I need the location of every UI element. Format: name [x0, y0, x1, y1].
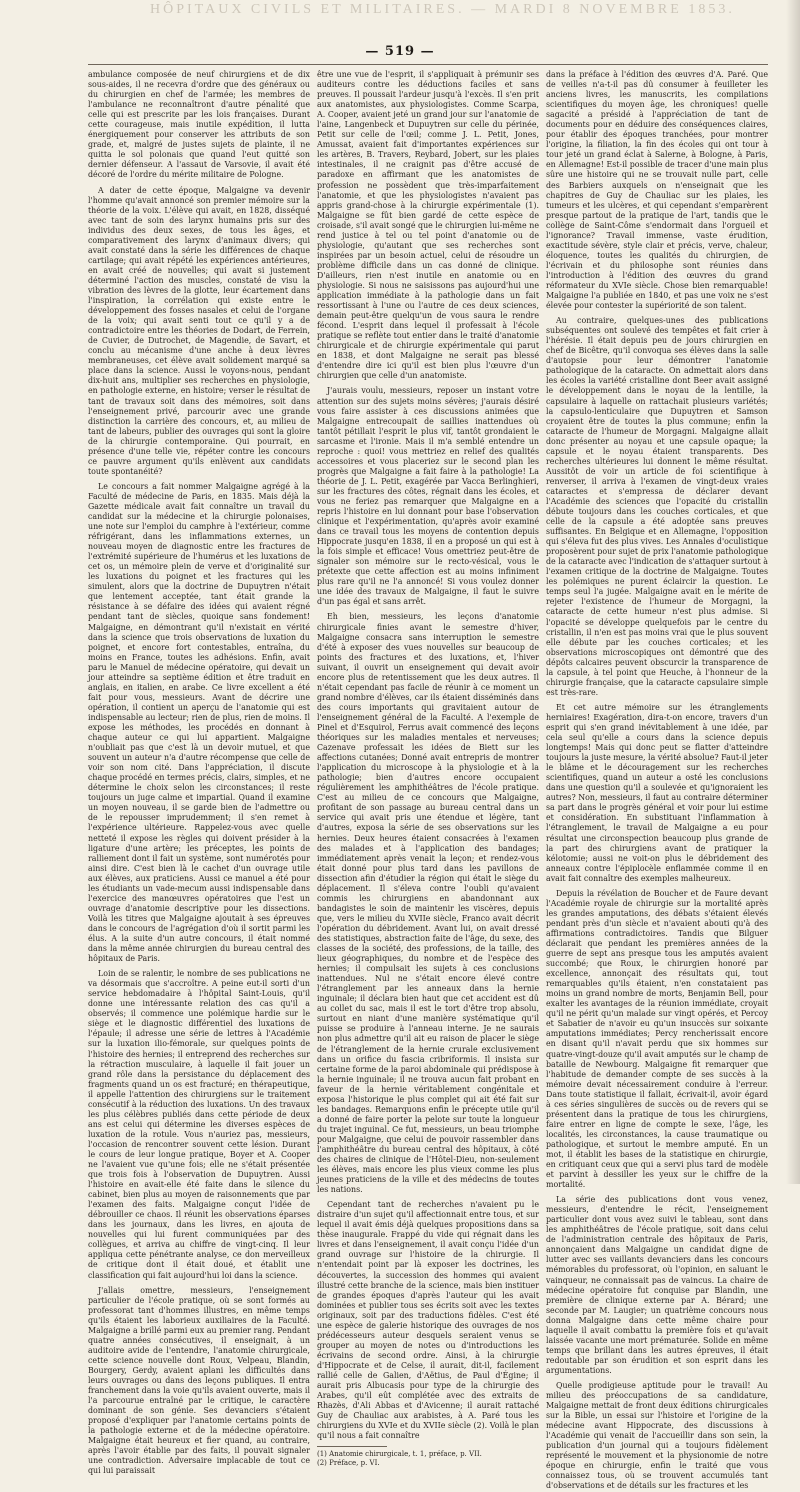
- paragraph: Loin de se ralentir, le nombre de ses publications ne va désormais que s'accroître. A peine eut-il sorti d'un service hebdomadaire à l'hôpital Saint-Louis, qu'il donne une intéressante relation des cas qu'il a observés; il commence une polémique hardie sur le siège et le diagnostic différentiel des luxations de l'épaule; il adresse une série de lettres à l'Académie sur la luxation ilio-fémorale, sur quelques points de l'histoire des hernies; il entreprend des recherches sur la rétraction musculaire, à laquelle il fait jouer un grand rôle dans la persistance du déplacement des fragments quand un os est fracturé; en thérapeutique, il appelle l'attention des chirurgiens sur le traitement consécutif à la réduction des luxations. Un des travaux les plus célèbres publiés dans cette période de deux ans est celui qui détermine les diverses espèces de luxation de la rotule. Vous n'auriez pas, messieurs, l'occasion de rencontrer souvent cette lésion. Durant le cours de leur longue pratique, Boyer et A. Cooper ne l'avaient vue qu'une fois; elle ne s'était présentée que trois fois à l'observation de Dupuytren. Aussi l'histoire en avait-elle été faite dans le silence du cabinet, bien plus au moyen de raisonnements que par l'examen des faits. Malgaigne conçut l'idée de débrouiller ce chaos. Il réunit les observations éparses dans les journaux, dans les livres, en ajouta de nouvelles qui lui furent communiquées par des collègues, et arriva au chiffre de vingt-cinq. Il leur appliqua cette pénétrante analyse, ce don merveilleux de critique dont il était doué, et établit une classification qui fait aujourd'hui loi dans la science.: [88, 969, 310, 1280]
- header-rule: [88, 64, 768, 65]
- paragraph: J'allais omettre, messieurs, l'enseignement particulier de l'école pratique, où se sont formés au professorat tant d'hommes illustres, en même temps qu'ils étaient les laborieux auxiliaires de la Faculté. Malgaigne a brillé parmi eux au premier rang. Pendant quatre années consécutives, il enseignait, à un auditoire avide de l'entendre, l'anatomie chirurgicale, cette science nouvelle dont Roux, Velpeau, Blandin, Bourgery, Gerdy, avaient aplani les difficultés dans leurs ouvrages ou dans des leçons publiques. Il entra franchement dans la voie qu'ils avaient ouverte, mais il l'a parcourue entraîné par le critique, le caractère dominant de son génie. Ses devanciers s'étaient proposé d'expliquer par l'anatomie certains points de la pathologie externe et de la médecine opératoire. Malgaigne était heureux et fier quand, au contraire, après l'avoir établie par des faits, il pouvait signaler une contradiction. Adversaire implacable de tout ce qui lui paraissait: [88, 1285, 310, 1476]
- text-columns: [88, 70, 768, 1491]
- column-1: [88, 70, 310, 1476]
- page-edge-shadow: [786, 0, 800, 1184]
- footnote: (1) Anatomie chirurgicale, t. 1, préface, p. VII.: [317, 1450, 482, 1459]
- paragraph: La série des publications dont vous venez, messieurs, d'entendre le récit, l'enseignement particulier dont vous avez suivi le tableau, sont dans les amphithéâtres de l'école pratique, soit dans celui de l'administration centrale des hôpitaux de Paris, annonçaient dans Malgaigne un candidat digne de lutter avec ses vaillants devanciers dans les concours mémorables du professorat, où l'opinion, en saluant le vainqueur, ne connaissait pas de vaincus. La chaire de médecine opératoire fut conquise par Blandin, une première de clinique externe par A. Bérard; une seconde par M. Laugier; un quatrième concours nous donna Malgaigne dans cette même chaire pour laquelle il avait combattu la première fois et qu'avait laissée vacante une mort prématurée. Solide en même temps que brillant dans les autres épreuves, il était redoutable par son érudition et son esprit dans les argumentations.: [546, 1195, 768, 1375]
- column-2: [317, 70, 539, 1468]
- page-header: [0, 40, 800, 59]
- paragraph: Au contraire, quelques-unes des publications subséquentes ont soulevé des tempêtes et fait crier à l'hérésie. Il était depuis peu de jours chirurgien en chef de Bicêtre, qu'il convoqua ses élèves dans la salle d'autopsie pour leur démontrer l'anatomie pathologique de la cataracte. On admettait alors dans les écoles la variété cristalline dont Beer avait assigné le développement dans le noyau de la lentille, la capsulaire à laquelle on rattachait plusieurs variétés; la capsulo-lenticulaire que Dupuytren et Samson croyaient être de toutes la plus commune; enfin la cataracte de l'humeur de Morgagni. Malgaigne allait donc présenter au noyau et une capsule opaque; la capsule et le noyau étaient transparents. Des recherches ultérieures lui donnent le même résultat. Aussitôt de voir un article de foi scientifique à renverser, il arriva à l'examen de vingt-deux vraies cataractes et s'empressa de déclarer devant l'Académie des sciences que l'opacité du cristallin débute toujours dans les couches corticales, et que celle de la capsule a été adoptée sans preuves suffisantes. En Belgique et en Allemagne, l'opposition qui s'éleva fut des plus vives. Les Annales d'oculistique proposèrent pour sujet de prix l'anatomie pathologique de la cataracte avec l'indication de s'attaquer surtout à l'examen critique de la doctrine de Malgaigne. Toutes les polémiques ne purent éclaircir la question. Le temps seul l'a jugée. Malgaigne avait en le mérite de rejeter l'existence de l'humeur de Morgagni, la cataracte de cette humeur n'est plus admise. Si l'opacité se développe quelquefois par le centre du cristallin, il n'en est pas moins vrai que le plus souvent elle débute par les couches corticales; et les observations microscopiques ont démontré que des dépôts calcaires peuvent obscurcir la transparence de la capsule, à tel point que Heuche, à l'honneur de la chirurgie française, que la cataracte capsulaire simple est très-rare.: [546, 316, 768, 697]
- footnote-divider: [317, 1446, 387, 1447]
- paragraph: J'aurais voulu, messieurs, reposer un instant votre attention sur des sujets moins sévères; j'aurais désiré vous faire assister à ces discussions animées que Malgaigne entrecoupait de saillies inattendues où tantôt pétillait l'esprit le plus vif, tantôt grondaient le sarcasme et l'ironie. Mais il m'a semblé entendre un reproche : quoi! vous mettriez en relief des qualités accessoires et vous placeriez sur le second plan les progrès que Malgaigne a fait faire à la pathologie! La théorie de J. L. Petit, exagérée par Vacca Berlinghieri, sur les fractures des côtes, régnait dans les écoles, et vous ne feriez pas remarquer que Malgaigne en a repris l'histoire en lui donnant pour base l'observation clinique et l'expérimentation, qu'après avoir examiné dans ce travail tous les moyens de contention depuis Hippocrate jusqu'en 1838, il en a proposé un qui est à la fois simple et efficace! Vous omettriez peut-être de signaler son mémoire sur le recto-vésical, vous le prétexte que cette affection est au moins infiniment plus rare qu'il ne l'a annoncé! Si vous voulez donner une idée des travaux de Malgaigne, il faut le suivre d'un pas égal et sans arrêt.: [317, 386, 539, 607]
- page-number: — 519 —: [365, 44, 435, 59]
- paragraph: être une vue de l'esprit, il s'appliquait à prémunir ses auditeurs contre les déductions faciles et sans preuves. Il poussait l'ardeur jusqu'à l'excès. Il s'en prit aux anatomistes, aux physiologistes. Comme Scarpa, A. Cooper, avaient jeté un grand jour sur l'anatomie de l'aine, Langenbeck et Dupuytren sur celle du périnée, Petit sur celle de l'œil; comme J. L. Petit, Jones, Amussat, avaient fait d'importantes expériences sur les artères, B. Travers, Reybard, Jobert, sur les plaies intestinales, il ne craignit pas d'être accusé de paradoxe en affirmant que les anatomistes de profession ne possèdent que très-imparfaitement l'anatomie, et que les physiologistes n'avaient pas appris grand-chose à la chirurgie expérimentale (1). Malgaigne se fût bien gardé de cette espèce de croisade, s'il avait songé que le chirurgien lui-même ne rend justice à tel ou tel point d'anatomie ou de physiologie, qu'autant que ses recherches sont inspirées par un besoin actuel, celui de résoudre un problème difficile dans un cas donné de clinique. D'ailleurs, rien n'est inutile en anatomie ou en physiologie. Si nous ne saisissons pas aujourd'hui une application immédiate à la pathologie dans un fait ressortissant à l'une ou l'autre de ces deux sciences, demain peut-être quelqu'un de vous saura le rendre fécond. L'esprit dans lequel il professait à l'école pratique se reflète tout entier dans le traité d'anatomie chirurgicale et de chirurgie expérimentale qui parut en 1838, et dont Malgaigne ne serait pas blessé d'entendre dire ici qu'il est bien plus l'œuvre d'un chirurgien que celle d'un anatomiste.: [317, 70, 539, 381]
- paragraph: Cependant tant de recherches n'avaient pu le distraire d'un sujet qu'il affectionnait entre tous, et sur lequel il avait émis déjà quelques propositions dans sa thèse inaugurale. Frappé du vide qui régnait dans les livres et dans l'enseignement, il avait conçu l'idée d'un grand ouvrage sur l'histoire de la chirurgie. Il n'entendait point par là exposer les doctrines, les découvertes, la succession des hommes qui avaient illustré cette branche de la science, mais bien instituer de grandes époques d'après l'auteur qui les avait dominées et publier tous ses écrits soit avec les textes originaux, soit par des traductions fidèles. C'est été une espèce de galerie historique des ouvrages de nos prédécesseurs auteur desquels seraient venus se grouper au moyen de notes ou d'introductions les écrivains de second ordre. Ainsi, à la chirurgie d'Hippocrate et de Celse, il aurait, dit-il, facilement rallié celle de Galien, d'Aëtius, de Paul d'Égine; il aurait pris Albucasis pour type de la chirurgie des Arabes, qu'il eût complétée avec des extraits de Rhazès, d'Ali Abbas et d'Avicenne; il aurait rattaché Guy de Chauliac aux arabistes, à A. Paré tous les chirurgiens du XVIe et du XVIIe siècle (2). Voilà le plan qu'il nous a fait connaître: [317, 1200, 539, 1441]
- paragraph: Et cet autre mémoire sur les étranglements herniaires! Exagération, dira-t-on encore, travers d'un esprit qui s'en grand inévitablement à une idée, par cela seul qu'elle a cours dans la science depuis longtemps! Mais qui donc peut se flatter d'atteindre toujours la juste mesure, la vérité absolue? Faut-il jeter le blâme et le découragement sur les recherches scientifiques, quand un auteur a osté les conclusions dans une question qu'il a soulevée et qu'ignoraient les autres? Non, messieurs, il faut au contraire déterminer sa part dans le progrès général et voir pour lui estime et considération. En substituant l'inflammation à l'étranglement, le travail de Malgaigne a eu pour résultat une circonspection beaucoup plus grande de la part des chirurgiens avant de pratiquer la kélotomie; aussi ne voit-on plus le débridement des anneaux contre l'épiplocèle enflammée comme il en avait fait connaître des exemples malheureux.: [546, 702, 768, 883]
- footnote: (2) Préface, p. VI.: [317, 1459, 380, 1468]
- column-3: [546, 70, 768, 1491]
- paragraph: ambulance composée de neuf chirurgiens et de dix sous-aides, il ne recevra d'ordre que des généraux ou du chirurgien en chef de l'armée; les membres de l'ambulance ne reconnaîtront d'autre pénalité que celle qui est prescrite par les lois françaises. Durant cette courageuse, mais inutile expédition, il lutta énergiquement pour conserver les attributs de son grade, et, malgré de justes sujets de plainte, il ne quitta le sol polonais que quand l'eut quitté son dernier défenseur. A l'assaut de Varsovie, il avait été décoré de l'ordre du mérite militaire de Pologne.: [88, 70, 310, 180]
- paragraph: A dater de cette époque, Malgaigne va devenir l'homme qu'avait annoncé son premier mémoire sur la théorie de la voix. L'élève qui avait, en 1828, disséqué avec tant de soin des larynx humains pris sur des individus des deux sexes, de tous les âges, et comparativement des larynx d'animaux divers; qui avait constaté dans la série les différences de chaque cartilage; qui avait répété les expériences antérieures, en avait créé de nouvelles; qui avait si justement déterminé l'action des muscles, constaté de visu la vibration des lèvres de la glotte, leur écartement dans l'inspiration, la corrélation qui existe entre le développement des fosses nasales et celui de l'organe de la voix; qui avait senti tout ce qu'il y a de contradictoire entre les théories de Dodart, de Ferrein, de Cuvier, de Dutrochet, de Magendie, de Savart, et conclu au mécanisme d'une anche à deux lèvres membraneuses, cet élève avait solidement marqué sa place dans la science. Aussi le voyons-nous, pendant dix-huit ans, multiplier ses recherches en physiologie, en pathologie externe, en histoire; verser le résultat de tant de travaux soit dans des mémoires, soit dans l'enseignement privé, parcourir avec une grande distinction la carrière des concours, et, au milieu de tant de labeurs, publier des ouvrages qui sont la gloire de la chirurgie contemporaine. Qui pourrait, en présence d'une telle vie, répéter contre les concours ce pauvre argument qu'ils enlèvent aux candidats toute spontanéité?: [88, 185, 310, 476]
- paragraph: Quelle prodigieuse aptitude pour le travail! Au milieu des préoccupations de sa candidature, Malgaigne mettait de front deux éditions chirurgicales sur la Bible, un essai sur l'histoire et l'origine de la médecine avant Hippocrate, des discussions à l'Académie qui venait de l'accueillir dans son sein, la publication d'un journal qui a toujours fidèlement représenté le mouvement et la physionomie de notre époque en chirurgie, enfin le traité que vous connaissez tous, où se trouvent accumulés tant d'observations et de détails sur les fractures et les: [546, 1381, 768, 1491]
- paragraph: Depuis la révélation de Boucher et de Faure devant l'Académie royale de chirurgie sur la mortalité après les grandes amputations, des débats s'étaient élevés pendant près d'un siècle et n'avaient abouti qu'à des affirmations contradictoires. Tandis que Bilguer déclarait que pendant les premières années de la guerre de sept ans presque tous les amputés avaient succombé; que Roux, le chirurgien honoré par excellence, annonçait des résultats qui, tout remarquables qu'ils étaient, n'en constataient pas moins un grand nombre de morts, Benjamin Bell, pour exalter les avantages de la réunion immédiate, croyait qu'il ne périt qu'un malade sur vingt opérés, et Percoy et Sabatier de n'avoir eu qu'un insuccès sur soixante amputations immédiates; Percy rencherissait encore en disant qu'il n'avait perdu que six hommes sur quatre-vingt-douze qu'il avait amputés sur le champ de bataille de Newbourg. Malgaigne fit remarquer que l'habitude de demander compte de ses succès à la mémoire devait nécessairement conduire à l'erreur. Dans toute statistique il fallait, écrivait-il, avoir égard à ces séries singulières de succès ou de revers qui se présentent dans la pratique de tous les chirurgiens, faire entrer en ligne de compte le sexe, l'âge, les localités, les circonstances, la cause traumatique ou pathologique, et surtout le membre amputé. En un mot, il établit les bases de la statistique en chirurgie, en critiquant ceux que qui a servi plus tard de modèle et parvint à dessiller les yeux sur le chiffre de la mortalité.: [546, 888, 768, 1190]
- paragraph: Le concours a fait nommer Malgaigne agrégé à la Faculté de médecine de Paris, en 1835. Mais déjà la Gazette médicale avait fait connaître un travail du candidat sur la médecine et la chirurgie polonaises, une note sur l'emploi du camphre à l'extérieur, comme réfrigérant, dans les inflammations externes, un nouveau moyen de diagnostic entre les fractures de l'extrémité supérieure de l'humérus et les luxations de cet os, un mémoire plein de verve et d'originalité sur les luxations du poignet et les fractures qui les simulent, alors que la doctrine de Dupuytren n'était que lentement acceptée, tant était grande la résistance à se défaire des idées qui avaient régné pendant tant de siècles, quoique sans fondement! Malgaigne, en démontrant qu'il n'existait en vérité dans la science que trois observations de luxation du poignet, et encore fort contestables, entraîna, du moins en France, toutes les adhésions. Enfin, avait paru le Manuel de médecine opératoire, qui devait un jour atteindre sa septième édition et être traduit en anglais, en italien, en arabe. Ce livre excellent a été fait pour vous, messieurs. Avant de décrire une opération, il contient un aperçu de l'anatomie qui est indispensable au lecteur; rien de plus, rien de moins. Il expose les méthodes, les procédés en donnant à chaque auteur ce qui lui appartient. Malgaigne n'oubliait pas que c'est là un devoir mutuel, et que souvent un auteur n'a d'autre récompense que celle de voir son nom cité. Dans l'appréciation, il discute chaque procédé en termes précis, clairs, simples, et ne détermine le choix selon les circonstances; il reste toujours un juge calme et impartial. Quand il examine un moyen nouveau, il se garde bien de l'admettre ou de le repousser imprudemment; il s'en remet à l'expérience ultérieure. Rappelez-vous avec quelle netteté il expose les règles qui doivent présider à la ligature d'une artère; les préceptes, les points de ralliement dont il fait un système, sont numérotés pour ainsi dire. C'est bien là le cachet d'un ouvrage utile aux élèves, aux praticiens. Aussi ce manuel a été pour les étudiants un vade-mecum aussi indispensable dans l'exercice des manœuvres opératoires que l'est un ouvrage d'anatomie descriptive pour les dissections. Voilà les titres que Malgaigne ajoutait à ses épreuves dans le concours de l'agrégation d'où il sortit parmi les élus. A la suite d'un autre concours, il était nommé dans la même année chirurgien du bureau central des hôpitaux de Paris.: [88, 481, 310, 964]
- faded-header-strip: HÔPITAUX CIVILS ET MILITAIRES. — MARDI 8 NOVEMBRE 1853.: [150, 2, 735, 17]
- paragraph: dans la préface à l'édition des œuvres d'A. Paré. Que de veilles n'a-t-il pas dû consumer à feuilleter les anciens livres, les manuscrits, les compilations scientifiques du moyen âge, les chroniques! quelle sagacité a présidé à l'appréciation de tant de documents pour en déduire des conséquences claires, pour établir des époques tranchées, pour montrer l'origine, la filiation, la fin des écoles qui ont tour à tour jeté un grand éclat à Salerne, à Bologne, à Paris, en Allemagne! Est-il possible de tracer d'une main plus sûre une histoire qui ne se trouvait nulle part, celle des Barbiers auxquels on n'enseignait que les chapitres de Guy de Chauliac sur les plaies, les tumeurs et les ulcères, et qui cependant s'emparèrent presque partout de la pratique de l'art, tandis que le collège de Saint-Côme s'endormait dans l'orgueil et l'ignorance? Travail immense, vaste érudition, exactitude sévère, style clair et précis, verve, chaleur, éloquence, toutes les qualités du chirurgien, de l'écrivain et du philosophe sont réunies dans l'introduction à l'édition des œuvres du grand réformateur du XVIe siècle. Chose bien remarquable! Malgaigne l'a publiée en 1840, et pas une voix ne s'est élevée pour contester la supériorité de son talent.: [546, 70, 768, 311]
- paragraph: Eh bien, messieurs, les leçons d'anatomie chirurgicale finies avant le semestre d'hiver, Malgaigne consacra sans interruption le semestre d'été à exposer des vues nouvelles sur beaucoup de points des fractures et des luxations, et, l'hiver suivant, il ouvrit un enseignement qui devait avoir encore plus de retentissement que les deux autres. Il n'était cependant pas facile de réunir à ce moment un grand nombre d'élèves, car ils étaient disséminés dans des cours importants qui gravitaient autour de l'enseignement général de la Faculté. A l'exemple de Pinel et d'Esquirol, Ferrus avait commencé des leçons théoriques sur les maladies mentales et nerveuses; Cazenave professait les idées de Biett sur les affections cutanées; Donné avait entrepris de montrer l'application du microscope à la physiologie et à la pathologie; bien d'autres encore occupaient régulièrement les amphithéâtres de l'école pratique. C'est au milieu de ce concours que Malgaigne, profitant de son passage au bureau central dans un service qui avait pris une étendue et légère, tant d'autres, exposa la série de ses observations sur les hernies. Deux heures étaient consacrées à l'examen des malades et à l'application des bandages; immédiatement après venait la leçon; et rendez-vous était donné pour plus tard dans les pavillons de dissection afin d'étudier la région qui était le siège du déplacement. Il s'éleva contre l'oubli qu'avaient commis les chirurgiens en abandonnant aux bandagistes le soin de maintenir les viscères, depuis que, vers le milieu du XVIIe siècle, Franco avait décrit l'opération du débridement. Avant lui, on avait dressé des statistiques, abstraction faite de l'âge, du sexe, des classes de la société, des professions, de la taille, des lieux géographiques, du nombre et de l'espèce des hernies; il compulsait les sujets à ces conclusions inattendues. Nul ne s'était encore élevé contre l'étranglement par les anneaux dans la hernie inguinale; il déclara bien haut que cet accident est dû au collet du sac, mais il est le tort d'être trop absolu, surtout en niant d'une manière systématique qu'il puisse se produire à l'anneau interne. Je ne saurais non plus admettre qu'il ait eu raison de placer le siège de l'étranglement de la hernie crurale exclusivement dans un orifice du fascia cribriformis. Il insista sur certaine forme de la paroi abdominale qui prédispose à la hernie inguinale; il ne trouva aucun fait probant en faveur de la hernie véritablement congénitale et exposa l'historique le plus complet qui ait été fait sur les bandages. Remarquons enfin le précepte utile qu'il a donné de faire porter la pelote sur toute la longueur du trajet inguinal. Ce fut, messieurs, un beau triomphe pour Malgaigne, que celui de pouvoir rassembler dans l'amphithéâtre du bureau central des hôpitaux, à côté des chaires de clinique de l'Hôtel-Dieu, non-seulement les élèves, mais encore les plus vieux comme les plus jeunes praticiens de la ville et des médecins de toutes les nations.: [317, 612, 539, 1195]
